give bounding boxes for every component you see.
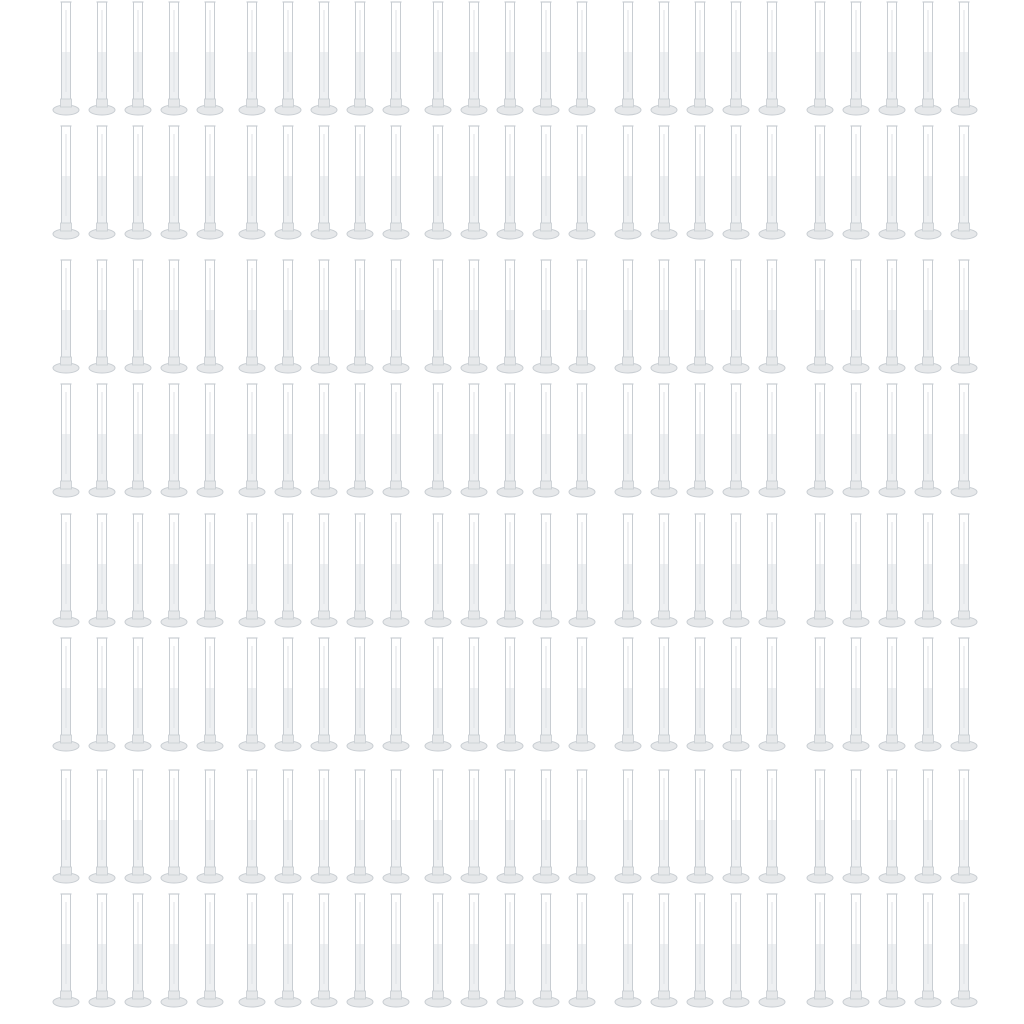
cylinder-stem — [731, 735, 742, 743]
cylinder-stem — [731, 611, 742, 619]
cylinder-stem — [469, 735, 480, 743]
cylinder-stem — [541, 99, 552, 107]
cylinder-stem — [541, 735, 552, 743]
cylinder-stem — [391, 991, 402, 999]
cylinder-stem — [205, 735, 216, 743]
cylinder-stem — [959, 481, 970, 489]
cylinder-stem — [469, 611, 480, 619]
cylinder-stem — [505, 867, 516, 875]
cylinder-stem — [959, 223, 970, 231]
cylinder-stem — [815, 99, 826, 107]
cylinder-stem — [923, 867, 934, 875]
cylinder-stem — [169, 991, 180, 999]
cylinder-stem — [623, 223, 634, 231]
cylinder-stem — [541, 611, 552, 619]
cylinder-stem — [391, 99, 402, 107]
cylinder-stem — [505, 991, 516, 999]
cylinder-stem — [355, 357, 366, 365]
cylinder-stem — [923, 991, 934, 999]
cylinder-stem — [731, 223, 742, 231]
cylinder-stem — [659, 99, 670, 107]
cylinder-stem — [433, 357, 444, 365]
cylinder-stem — [623, 867, 634, 875]
cylinder-stem — [469, 481, 480, 489]
cylinder-stem — [695, 99, 706, 107]
cylinder-stem — [97, 991, 108, 999]
cylinder-stem — [97, 735, 108, 743]
cylinder-stem — [577, 99, 588, 107]
cylinder-stem — [319, 867, 330, 875]
cylinder-stem — [695, 223, 706, 231]
cylinder-stem — [247, 867, 258, 875]
cylinder-stem — [851, 867, 862, 875]
cylinder-stem — [391, 735, 402, 743]
cylinder-stem — [923, 611, 934, 619]
cylinder-stem — [133, 481, 144, 489]
cylinder-stem — [923, 357, 934, 365]
cylinder-stem — [247, 735, 258, 743]
cylinder-stem — [205, 99, 216, 107]
cylinder-stem — [959, 611, 970, 619]
cylinder-stem — [815, 481, 826, 489]
cylinder-stem — [959, 867, 970, 875]
cylinder-stem — [767, 481, 778, 489]
cylinder-stem — [319, 611, 330, 619]
cylinder-stem — [433, 735, 444, 743]
cylinder-stem — [541, 991, 552, 999]
cylinder-stem — [851, 991, 862, 999]
cylinder-stem — [61, 611, 72, 619]
cylinder-stem — [469, 99, 480, 107]
cylinder-stem — [61, 99, 72, 107]
cylinder-stem — [577, 867, 588, 875]
cylinder-stem — [815, 223, 826, 231]
cylinder-stem — [851, 735, 862, 743]
cylinder-stem — [283, 735, 294, 743]
cylinder-stem — [731, 991, 742, 999]
cylinder-stem — [61, 481, 72, 489]
cylinder-stem — [851, 99, 862, 107]
cylinder-stem — [391, 481, 402, 489]
cylinder-stem — [205, 611, 216, 619]
cylinder-stem — [247, 223, 258, 231]
cylinder-stem — [731, 99, 742, 107]
cylinder-stem — [959, 357, 970, 365]
cylinder-stem — [247, 99, 258, 107]
cylinder-stem — [319, 223, 330, 231]
cylinder-stem — [97, 867, 108, 875]
cylinder-stem — [887, 357, 898, 365]
cylinder-stem — [505, 481, 516, 489]
cylinder-stem — [61, 223, 72, 231]
cylinder-stem — [577, 223, 588, 231]
cylinder-stem — [887, 611, 898, 619]
cylinder-stem — [205, 867, 216, 875]
cylinder-stem — [247, 357, 258, 365]
cylinder-stem — [205, 223, 216, 231]
cylinder-stem — [923, 481, 934, 489]
cylinder-stem — [923, 735, 934, 743]
cylinder-stem — [731, 867, 742, 875]
cylinder-stem — [815, 357, 826, 365]
cylinder-stem — [61, 867, 72, 875]
cylinder-stem — [767, 357, 778, 365]
cylinder-stem — [391, 867, 402, 875]
cylinder-stem — [355, 481, 366, 489]
cylinder-stem — [541, 357, 552, 365]
cylinder-stem — [133, 611, 144, 619]
cylinder-stem — [695, 481, 706, 489]
cylinder-stem — [133, 357, 144, 365]
cylinder-stem — [887, 223, 898, 231]
cylinder-stem — [659, 735, 670, 743]
cylinder-stem — [355, 99, 366, 107]
cylinder-stem — [355, 867, 366, 875]
cylinder-stem — [851, 357, 862, 365]
cylinder-stem — [97, 357, 108, 365]
cylinder-stem — [169, 99, 180, 107]
cylinder-stem — [695, 735, 706, 743]
cylinder-stem — [433, 611, 444, 619]
cylinder-stem — [247, 611, 258, 619]
cylinder-stem — [433, 991, 444, 999]
cylinder-stem — [815, 991, 826, 999]
cylinder-stem — [887, 99, 898, 107]
cylinder-stem — [355, 611, 366, 619]
cylinder-stem — [391, 611, 402, 619]
cylinder-stem — [283, 357, 294, 365]
cylinder-stem — [815, 611, 826, 619]
cylinder-stem — [205, 357, 216, 365]
cylinder-stem — [959, 991, 970, 999]
cylinder-stem — [731, 357, 742, 365]
cylinder-stem — [887, 991, 898, 999]
cylinder-stem — [133, 223, 144, 231]
cylinder-stem — [469, 867, 480, 875]
cylinder-stem — [169, 357, 180, 365]
cylinder-stem — [355, 735, 366, 743]
cylinder-stem — [887, 867, 898, 875]
cylinder-stem — [355, 223, 366, 231]
cylinder-stem — [97, 481, 108, 489]
cylinder-stem — [433, 223, 444, 231]
cylinder-stem — [505, 611, 516, 619]
cylinder-stem — [623, 991, 634, 999]
cylinder-stem — [695, 867, 706, 875]
cylinder-stem — [767, 735, 778, 743]
cylinder-stem — [959, 99, 970, 107]
cylinder-stem — [695, 991, 706, 999]
cylinder-stem — [659, 357, 670, 365]
cylinder-stem — [247, 991, 258, 999]
cylinder-stem — [505, 357, 516, 365]
cylinder-stem — [577, 735, 588, 743]
cylinder-stem — [469, 223, 480, 231]
cylinder-stem — [659, 867, 670, 875]
cylinder-stem — [247, 481, 258, 489]
cylinder-stem — [97, 99, 108, 107]
cylinder-stem — [169, 481, 180, 489]
cylinder-stem — [355, 991, 366, 999]
cylinder-stem — [659, 481, 670, 489]
cylinder-stem — [433, 481, 444, 489]
cylinder-stem — [659, 991, 670, 999]
cylinder-stem — [767, 867, 778, 875]
cylinder-stem — [133, 735, 144, 743]
cylinder-stem — [391, 357, 402, 365]
cylinder-stem — [815, 735, 826, 743]
cylinder-stem — [505, 223, 516, 231]
cylinder-stem — [577, 481, 588, 489]
cylinder-stem — [887, 481, 898, 489]
cylinder-stem — [433, 867, 444, 875]
cylinder-stem — [577, 611, 588, 619]
cylinder-stem — [205, 481, 216, 489]
cylinder-stem — [433, 99, 444, 107]
cylinder-stem — [319, 481, 330, 489]
cylinder-stem — [851, 481, 862, 489]
cylinder-stem — [283, 867, 294, 875]
cylinder-stem — [169, 735, 180, 743]
cylinder-stem — [851, 223, 862, 231]
cylinder-stem — [469, 357, 480, 365]
cylinder-stem — [133, 991, 144, 999]
cylinder-stem — [959, 735, 970, 743]
cylinder-stem — [319, 357, 330, 365]
cylinder-stem — [169, 223, 180, 231]
cylinder-stem — [623, 99, 634, 107]
cylinder-stem — [283, 481, 294, 489]
cylinder-stem — [577, 991, 588, 999]
cylinder-stem — [541, 223, 552, 231]
cylinder-stem — [61, 991, 72, 999]
cylinder-stem — [205, 991, 216, 999]
cylinder-stem — [815, 867, 826, 875]
cylinder-stem — [659, 223, 670, 231]
cylinder-stem — [541, 481, 552, 489]
cylinder-stem — [61, 357, 72, 365]
cylinder-stem — [659, 611, 670, 619]
cylinder-stem — [767, 611, 778, 619]
cylinder-stem — [505, 99, 516, 107]
cylinder-stem — [319, 735, 330, 743]
cylinder-stem — [887, 735, 898, 743]
cylinder-stem — [695, 611, 706, 619]
cylinder-stem — [695, 357, 706, 365]
cylinder-stem — [283, 611, 294, 619]
cylinder-stem — [577, 357, 588, 365]
cylinder-stem — [133, 99, 144, 107]
cylinder-stem — [851, 611, 862, 619]
cylinder-stem — [505, 735, 516, 743]
cylinder-stem — [623, 735, 634, 743]
cylinder-stem — [923, 99, 934, 107]
cylinder-stem — [319, 991, 330, 999]
cylinder-stem — [767, 223, 778, 231]
cylinder-stem — [391, 223, 402, 231]
cylinder-stem — [767, 99, 778, 107]
cylinder-stem — [923, 223, 934, 231]
cylinder-stem — [97, 223, 108, 231]
cylinder-stem — [61, 735, 72, 743]
cylinder-stem — [623, 357, 634, 365]
cylinder-stem — [623, 611, 634, 619]
cylinder-stem — [283, 99, 294, 107]
cylinder-stem — [541, 867, 552, 875]
cylinder-stem — [169, 867, 180, 875]
cylinder-stem — [133, 867, 144, 875]
cylinder-stem — [283, 223, 294, 231]
cylinder-stem — [469, 991, 480, 999]
cylinder-stem — [283, 991, 294, 999]
cylinder-stem — [319, 99, 330, 107]
cylinder-stem — [169, 611, 180, 619]
cylinder-stem — [731, 481, 742, 489]
cylinder-stem — [623, 481, 634, 489]
cylinder-stem — [767, 991, 778, 999]
cylinder-stem — [97, 611, 108, 619]
